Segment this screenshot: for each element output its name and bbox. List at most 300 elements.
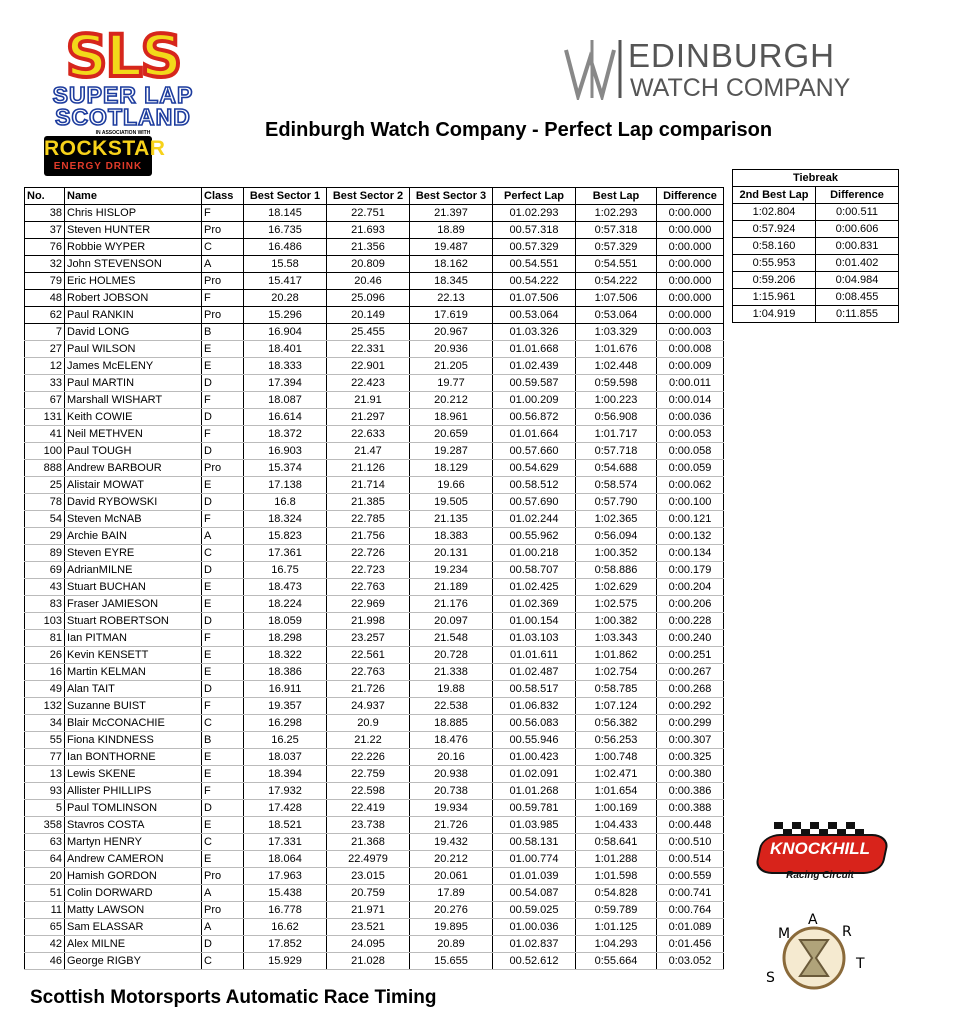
tiebreak-row xyxy=(733,255,899,272)
cell-perfect-lap: 01.00.154 xyxy=(493,613,576,630)
cell-best-lap: 1:01.288 xyxy=(576,851,657,868)
cell-perfect-lap: 00.54.629 xyxy=(493,460,576,477)
ewc-logo-line2: WATCH COMPANY xyxy=(630,74,851,102)
table-row xyxy=(25,800,724,817)
cell-sector-1: 16.778 xyxy=(244,902,327,919)
cell-best-lap: 1:01.676 xyxy=(576,341,657,358)
cell-sector-3: 21.189 xyxy=(410,579,493,596)
cell-no: 76 xyxy=(25,239,65,256)
table-row xyxy=(25,375,724,392)
cell-sector-2: 21.22 xyxy=(327,732,410,749)
cell-sector-3: 20.659 xyxy=(410,426,493,443)
cell-name: Chris HISLOP xyxy=(65,205,202,222)
cell-name: Andrew BARBOUR xyxy=(65,460,202,477)
cell-class: D xyxy=(202,562,244,579)
perfect-lap-table xyxy=(24,187,724,970)
cell-sector-1: 18.064 xyxy=(244,851,327,868)
cell-difference: 0:00.299 xyxy=(657,715,724,732)
cell-perfect-lap: 00.58.517 xyxy=(493,681,576,698)
cell-sector-2: 22.4979 xyxy=(327,851,410,868)
smart-letter-t: T xyxy=(856,956,865,972)
cell-class: A xyxy=(202,919,244,936)
table-row xyxy=(25,341,724,358)
cell-sector-3: 18.162 xyxy=(410,256,493,273)
cell-best-lap: 1:00.382 xyxy=(576,613,657,630)
cell-sector-3: 18.885 xyxy=(410,715,493,732)
cell-class: Pro xyxy=(202,460,244,477)
cell-no: 62 xyxy=(25,307,65,324)
cell-sector-3: 20.728 xyxy=(410,647,493,664)
cell-best-lap: 0:55.664 xyxy=(576,953,657,970)
cell-sector-1: 16.298 xyxy=(244,715,327,732)
smart-letter-s: S xyxy=(766,970,775,986)
cell-name: Archie BAIN xyxy=(65,528,202,545)
cell-perfect-lap: 01.02.293 xyxy=(493,205,576,222)
cell-name: Marshall WISHART xyxy=(65,392,202,409)
cell-sector-3: 20.16 xyxy=(410,749,493,766)
cell-sector-1: 18.401 xyxy=(244,341,327,358)
cell-class: E xyxy=(202,341,244,358)
cell-class: E xyxy=(202,749,244,766)
tiebreak-cell-difference: 0:11.855 xyxy=(816,306,899,323)
cell-no: 103 xyxy=(25,613,65,630)
sls-logo-letters: SLS xyxy=(65,22,181,90)
cell-best-lap: 0:58.886 xyxy=(576,562,657,579)
knockhill-logo xyxy=(758,820,882,886)
cell-no: 63 xyxy=(25,834,65,851)
tiebreak-cell-difference: 0:04.984 xyxy=(816,272,899,289)
cell-perfect-lap: 01.02.425 xyxy=(493,579,576,596)
sls-logo-super-lap: SUPER LAP xyxy=(52,82,194,108)
cell-sector-1: 16.904 xyxy=(244,324,327,341)
cell-no: 41 xyxy=(25,426,65,443)
cell-sector-1: 17.428 xyxy=(244,800,327,817)
cell-sector-1: 15.417 xyxy=(244,273,327,290)
ewc-logo-line1: EDINBURGH xyxy=(628,37,836,74)
cell-sector-2: 22.763 xyxy=(327,579,410,596)
cell-no: 29 xyxy=(25,528,65,545)
cell-sector-2: 24.937 xyxy=(327,698,410,715)
cell-sector-1: 16.614 xyxy=(244,409,327,426)
cell-sector-1: 17.331 xyxy=(244,834,327,851)
header-difference: Difference xyxy=(657,188,724,205)
cell-sector-1: 16.62 xyxy=(244,919,327,936)
cell-class: A xyxy=(202,256,244,273)
cell-sector-1: 18.224 xyxy=(244,596,327,613)
table-row xyxy=(25,681,724,698)
cell-perfect-lap: 00.59.587 xyxy=(493,375,576,392)
cell-difference: 0:00.380 xyxy=(657,766,724,783)
cell-sector-1: 18.394 xyxy=(244,766,327,783)
cell-sector-3: 21.548 xyxy=(410,630,493,647)
header-best-sector-1: Best Sector 1 xyxy=(244,188,327,205)
cell-sector-2: 22.759 xyxy=(327,766,410,783)
cell-sector-3: 22.13 xyxy=(410,290,493,307)
cell-class: E xyxy=(202,579,244,596)
cell-class: Pro xyxy=(202,868,244,885)
cell-name: Martyn HENRY xyxy=(65,834,202,851)
cell-name: George RIGBY xyxy=(65,953,202,970)
tiebreak-cell-difference: 0:00.831 xyxy=(816,238,899,255)
cell-class: D xyxy=(202,613,244,630)
cell-class: E xyxy=(202,477,244,494)
cell-class: D xyxy=(202,494,244,511)
cell-class: A xyxy=(202,885,244,902)
cell-sector-2: 22.561 xyxy=(327,647,410,664)
cell-difference: 0:00.058 xyxy=(657,443,724,460)
cell-sector-2: 21.714 xyxy=(327,477,410,494)
cell-sector-3: 18.476 xyxy=(410,732,493,749)
sls-logo-scotland: SCOTLAND xyxy=(55,104,191,130)
cell-best-lap: 0:59.789 xyxy=(576,902,657,919)
tiebreak-cell-difference: 0:00.511 xyxy=(816,204,899,221)
cell-no: 26 xyxy=(25,647,65,664)
cell-difference: 0:00.510 xyxy=(657,834,724,851)
tiebreak-cell-difference: 0:08.455 xyxy=(816,289,899,306)
cell-class: D xyxy=(202,800,244,817)
cell-class: E xyxy=(202,851,244,868)
cell-no: 55 xyxy=(25,732,65,749)
cell-sector-2: 22.633 xyxy=(327,426,410,443)
cell-class: B xyxy=(202,324,244,341)
table-row xyxy=(25,324,724,341)
cell-difference: 0:00.741 xyxy=(657,885,724,902)
cell-perfect-lap: 01.02.369 xyxy=(493,596,576,613)
cell-sector-1: 15.374 xyxy=(244,460,327,477)
cell-perfect-lap: 01.02.487 xyxy=(493,664,576,681)
cell-name: Keith COWIE xyxy=(65,409,202,426)
cell-perfect-lap: 00.55.946 xyxy=(493,732,576,749)
cell-no: 12 xyxy=(25,358,65,375)
cell-difference: 0:00.134 xyxy=(657,545,724,562)
cell-difference: 0:00.009 xyxy=(657,358,724,375)
table-row xyxy=(25,528,724,545)
cell-sector-3: 20.212 xyxy=(410,851,493,868)
cell-sector-2: 22.726 xyxy=(327,545,410,562)
cell-name: Paul MARTIN xyxy=(65,375,202,392)
cell-class: E xyxy=(202,596,244,613)
tiebreak-cell-difference: 0:01.402 xyxy=(816,255,899,272)
cell-difference: 0:00.008 xyxy=(657,341,724,358)
cell-no: 7 xyxy=(25,324,65,341)
cell-perfect-lap: 00.54.222 xyxy=(493,273,576,290)
cell-best-lap: 1:01.125 xyxy=(576,919,657,936)
table-row xyxy=(25,392,724,409)
header-best-sector-3: Best Sector 3 xyxy=(410,188,493,205)
cell-no: 100 xyxy=(25,443,65,460)
cell-perfect-lap: 00.58.512 xyxy=(493,477,576,494)
cell-best-lap: 1:02.629 xyxy=(576,579,657,596)
rockstar-logo xyxy=(44,136,166,176)
cell-sector-3: 21.397 xyxy=(410,205,493,222)
cell-sector-3: 21.205 xyxy=(410,358,493,375)
cell-best-lap: 1:04.293 xyxy=(576,936,657,953)
cell-sector-1: 17.394 xyxy=(244,375,327,392)
cell-difference: 0:00.000 xyxy=(657,290,724,307)
tiebreak-table xyxy=(732,169,899,323)
table-row xyxy=(25,613,724,630)
cell-no: 358 xyxy=(25,817,65,834)
cell-sector-1: 18.087 xyxy=(244,392,327,409)
cell-no: 11 xyxy=(25,902,65,919)
cell-difference: 0:00.325 xyxy=(657,749,724,766)
cell-sector-3: 20.097 xyxy=(410,613,493,630)
cell-difference: 0:00.204 xyxy=(657,579,724,596)
cell-best-lap: 1:03.329 xyxy=(576,324,657,341)
table-row xyxy=(25,766,724,783)
cell-name: James McELENY xyxy=(65,358,202,375)
cell-name: Eric HOLMES xyxy=(65,273,202,290)
header-perfect-lap: Perfect Lap xyxy=(493,188,576,205)
cell-sector-2: 22.901 xyxy=(327,358,410,375)
cell-sector-2: 21.126 xyxy=(327,460,410,477)
cell-sector-2: 21.971 xyxy=(327,902,410,919)
cell-name: Stavros COSTA xyxy=(65,817,202,834)
cell-difference: 0:00.059 xyxy=(657,460,724,477)
cell-name: Robbie WYPER xyxy=(65,239,202,256)
cell-perfect-lap: 01.00.774 xyxy=(493,851,576,868)
cell-perfect-lap: 01.03.326 xyxy=(493,324,576,341)
cell-difference: 0:00.206 xyxy=(657,596,724,613)
table-row xyxy=(25,409,724,426)
cell-difference: 0:01.456 xyxy=(657,936,724,953)
cell-class: D xyxy=(202,936,244,953)
cell-sector-1: 15.929 xyxy=(244,953,327,970)
cell-class: Pro xyxy=(202,307,244,324)
cell-best-lap: 0:58.785 xyxy=(576,681,657,698)
cell-name: Steven EYRE xyxy=(65,545,202,562)
cell-difference: 0:00.228 xyxy=(657,613,724,630)
cell-name: Fraser JAMIESON xyxy=(65,596,202,613)
cell-difference: 0:00.053 xyxy=(657,426,724,443)
cell-sector-1: 15.438 xyxy=(244,885,327,902)
table-row xyxy=(25,936,724,953)
cell-no: 25 xyxy=(25,477,65,494)
cell-name: Ian PITMAN xyxy=(65,630,202,647)
cell-sector-3: 17.619 xyxy=(410,307,493,324)
cell-name: Martin KELMAN xyxy=(65,664,202,681)
cell-class: F xyxy=(202,511,244,528)
cell-sector-3: 20.131 xyxy=(410,545,493,562)
cell-perfect-lap: 01.03.985 xyxy=(493,817,576,834)
cell-sector-1: 16.25 xyxy=(244,732,327,749)
cell-sector-1: 18.386 xyxy=(244,664,327,681)
cell-no: 20 xyxy=(25,868,65,885)
cell-sector-1: 16.735 xyxy=(244,222,327,239)
cell-no: 5 xyxy=(25,800,65,817)
cell-sector-1: 19.357 xyxy=(244,698,327,715)
cell-difference: 0:01.089 xyxy=(657,919,724,936)
cell-sector-2: 21.297 xyxy=(327,409,410,426)
cell-sector-3: 19.66 xyxy=(410,477,493,494)
cell-sector-2: 22.763 xyxy=(327,664,410,681)
cell-perfect-lap: 01.06.832 xyxy=(493,698,576,715)
cell-sector-3: 21.176 xyxy=(410,596,493,613)
smart-logo xyxy=(756,906,876,1006)
cell-difference: 0:00.388 xyxy=(657,800,724,817)
cell-sector-3: 20.276 xyxy=(410,902,493,919)
cell-sector-3: 18.383 xyxy=(410,528,493,545)
cell-no: 42 xyxy=(25,936,65,953)
cell-name: David RYBOWSKI xyxy=(65,494,202,511)
cell-sector-2: 22.723 xyxy=(327,562,410,579)
cell-sector-1: 20.28 xyxy=(244,290,327,307)
cell-sector-1: 18.322 xyxy=(244,647,327,664)
header-best-lap: Best Lap xyxy=(576,188,657,205)
cell-class: F xyxy=(202,426,244,443)
cell-sector-3: 19.88 xyxy=(410,681,493,698)
ewc-monogram-icon xyxy=(562,38,622,100)
cell-best-lap: 1:02.448 xyxy=(576,358,657,375)
cell-perfect-lap: 00.56.083 xyxy=(493,715,576,732)
smart-letter-r: R xyxy=(842,924,852,940)
table-row xyxy=(25,749,724,766)
cell-sector-1: 18.037 xyxy=(244,749,327,766)
cell-best-lap: 1:01.654 xyxy=(576,783,657,800)
cell-best-lap: 0:56.382 xyxy=(576,715,657,732)
cell-sector-1: 16.903 xyxy=(244,443,327,460)
cell-no: 37 xyxy=(25,222,65,239)
cell-sector-3: 19.505 xyxy=(410,494,493,511)
cell-class: D xyxy=(202,409,244,426)
cell-name: Paul WILSON xyxy=(65,341,202,358)
cell-sector-2: 25.455 xyxy=(327,324,410,341)
cell-perfect-lap: 01.00.209 xyxy=(493,392,576,409)
table-row xyxy=(25,426,724,443)
cell-perfect-lap: 01.01.039 xyxy=(493,868,576,885)
cell-name: Sam ELASSAR xyxy=(65,919,202,936)
cell-no: 89 xyxy=(25,545,65,562)
cell-perfect-lap: 00.58.131 xyxy=(493,834,576,851)
cell-class: D xyxy=(202,681,244,698)
cell-best-lap: 0:53.064 xyxy=(576,307,657,324)
cell-perfect-lap: 01.02.837 xyxy=(493,936,576,953)
cell-best-lap: 0:54.688 xyxy=(576,460,657,477)
cell-name: Steven HUNTER xyxy=(65,222,202,239)
cell-best-lap: 1:07.506 xyxy=(576,290,657,307)
cell-name: Fiona KINDNESS xyxy=(65,732,202,749)
table-row xyxy=(25,851,724,868)
cell-sector-3: 21.135 xyxy=(410,511,493,528)
cell-name: Robert JOBSON xyxy=(65,290,202,307)
cell-no: 46 xyxy=(25,953,65,970)
cell-name: Stuart BUCHAN xyxy=(65,579,202,596)
cell-sector-2: 20.9 xyxy=(327,715,410,732)
tiebreak-title: Tiebreak xyxy=(733,170,899,187)
cell-difference: 0:00.000 xyxy=(657,239,724,256)
cell-perfect-lap: 01.00.036 xyxy=(493,919,576,936)
table-row xyxy=(25,596,724,613)
cell-best-lap: 1:07.124 xyxy=(576,698,657,715)
table-row xyxy=(25,834,724,851)
cell-difference: 0:00.132 xyxy=(657,528,724,545)
cell-sector-2: 21.356 xyxy=(327,239,410,256)
cell-sector-2: 22.598 xyxy=(327,783,410,800)
table-row xyxy=(25,885,724,902)
cell-name: Blair McCONACHIE xyxy=(65,715,202,732)
table-row xyxy=(25,953,724,970)
cell-sector-1: 16.911 xyxy=(244,681,327,698)
table-row xyxy=(25,902,724,919)
cell-no: 79 xyxy=(25,273,65,290)
tiebreak-cell-2nd-best-lap: 1:02.804 xyxy=(733,204,816,221)
cell-sector-1: 18.059 xyxy=(244,613,327,630)
results-body xyxy=(25,205,724,970)
cell-perfect-lap: 00.59.025 xyxy=(493,902,576,919)
cell-perfect-lap: 01.01.611 xyxy=(493,647,576,664)
cell-name: Alan TAIT xyxy=(65,681,202,698)
table-row xyxy=(25,664,724,681)
cell-class: C xyxy=(202,715,244,732)
cell-difference: 0:00.179 xyxy=(657,562,724,579)
table-row xyxy=(25,273,724,290)
cell-difference: 0:00.559 xyxy=(657,868,724,885)
cell-best-lap: 1:01.717 xyxy=(576,426,657,443)
table-row xyxy=(25,817,724,834)
cell-name: Paul TOMLINSON xyxy=(65,800,202,817)
cell-no: 69 xyxy=(25,562,65,579)
cell-no: 131 xyxy=(25,409,65,426)
cell-class: F xyxy=(202,290,244,307)
table-header-row xyxy=(25,188,724,205)
cell-sector-2: 21.368 xyxy=(327,834,410,851)
table-row xyxy=(25,222,724,239)
cell-class: F xyxy=(202,630,244,647)
table-row xyxy=(25,256,724,273)
cell-name: Andrew CAMERON xyxy=(65,851,202,868)
cell-perfect-lap: 00.55.962 xyxy=(493,528,576,545)
cell-perfect-lap: 00.57.318 xyxy=(493,222,576,239)
cell-difference: 0:00.448 xyxy=(657,817,724,834)
table-row xyxy=(25,443,724,460)
cell-name: Hamish GORDON xyxy=(65,868,202,885)
cell-name: Suzanne BUIST xyxy=(65,698,202,715)
cell-difference: 0:00.014 xyxy=(657,392,724,409)
cell-best-lap: 0:57.329 xyxy=(576,239,657,256)
cell-name: Alistair MOWAT xyxy=(65,477,202,494)
cell-class: F xyxy=(202,783,244,800)
cell-perfect-lap: 00.57.690 xyxy=(493,494,576,511)
cell-perfect-lap: 00.56.872 xyxy=(493,409,576,426)
cell-sector-1: 16.75 xyxy=(244,562,327,579)
cell-no: 78 xyxy=(25,494,65,511)
cell-perfect-lap: 00.57.329 xyxy=(493,239,576,256)
cell-best-lap: 0:56.094 xyxy=(576,528,657,545)
table-row xyxy=(25,647,724,664)
cell-no: 81 xyxy=(25,630,65,647)
cell-sector-2: 22.423 xyxy=(327,375,410,392)
table-row xyxy=(25,868,724,885)
cell-sector-2: 21.91 xyxy=(327,392,410,409)
cell-class: C xyxy=(202,953,244,970)
cell-difference: 0:00.000 xyxy=(657,222,724,239)
cell-sector-1: 18.521 xyxy=(244,817,327,834)
cell-sector-2: 24.095 xyxy=(327,936,410,953)
cell-sector-1: 17.932 xyxy=(244,783,327,800)
cell-sector-1: 15.296 xyxy=(244,307,327,324)
cell-sector-3: 20.212 xyxy=(410,392,493,409)
tiebreak-row xyxy=(733,221,899,238)
cell-sector-2: 22.331 xyxy=(327,341,410,358)
table-row xyxy=(25,545,724,562)
cell-sector-3: 17.89 xyxy=(410,885,493,902)
cell-sector-1: 17.138 xyxy=(244,477,327,494)
cell-perfect-lap: 01.03.103 xyxy=(493,630,576,647)
cell-no: 93 xyxy=(25,783,65,800)
cell-difference: 0:00.251 xyxy=(657,647,724,664)
cell-sector-3: 20.936 xyxy=(410,341,493,358)
cell-no: 888 xyxy=(25,460,65,477)
